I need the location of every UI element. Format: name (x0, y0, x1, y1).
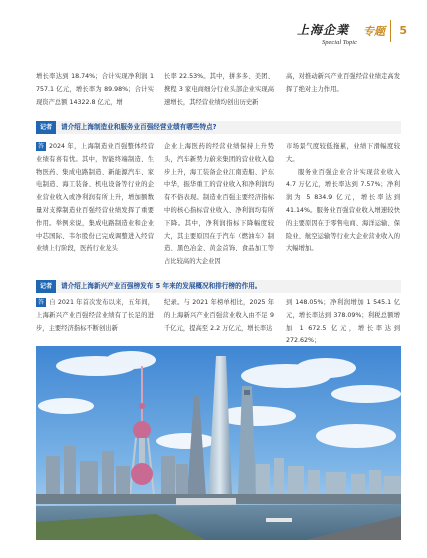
page-header (0, 0, 427, 60)
answer-text: 自 2021 年首次发布以来，五年间，上海新兴产业百强经营业绩有了长足的进步，主要经济指标不断创出新 (36, 299, 154, 332)
top-column-1 (36, 71, 154, 109)
question-bar-2 (36, 280, 401, 293)
mid-column-3 (286, 141, 400, 256)
mid-column-2 (164, 141, 274, 269)
paragraph: 增长率达到 18.74%；合计实现净利润 1 757.1 亿元，增长率为 89.98%；合计实现资产总额 14322.8 亿元，增 (36, 73, 154, 106)
paragraph: 服务业百强企业合计实现营业收入 4.7 万亿元，增长率达到 7.57%；净利润为 5 834.9 亿元，增长率达到 41.14%。服务业百强营业收入增速较快的主要原因在于零售电商、海洋运输、保险业、航空运输等行业大企业营业收入的大幅增加。 (286, 168, 400, 253)
paragraph: 长率 22.53%。其中，拼多多、美团、携程 3 家电商细分行业头部企业实现高速增长，其经营业绩均创出历史新 (164, 73, 274, 106)
shanghai-skyline-photo (36, 346, 401, 540)
bottom-column-1 (36, 297, 154, 335)
question-text: 请介绍上海新兴产业百强榜发布 5 年来的发展概况和排行榜的作用。 (61, 282, 262, 290)
top-column-2 (164, 71, 274, 109)
magazine-subtitle: Special Topic (322, 39, 357, 46)
paragraph: 企业上海医药的经营业绩保持上升势头，汽车新势力蔚来集团的营业收入稳步上升，海工装备企业江南造船、沪东中华，振华重工的营业收入和净利润均有不俗表现。制造业百强主要经济指标中的核心指标营业收入、净利润均有所下降。其中，净利润指标下降幅度较大，其主要原因在于汽车（燃油车）制造、黑色冶金、黄金首饰、食品加工等占比较高的大企业因 (164, 143, 274, 266)
paragraph: 纪录。与 2021 年榜单相比，2025 年的上海新兴产业百强营业收入由不足 9 千亿元，提高至 2.2 万亿元，增长率达 (164, 299, 274, 332)
magazine-logo: 上海企業 (296, 23, 349, 37)
answer-tag: 答 (37, 143, 44, 150)
reporter-tag: 记者 (36, 121, 56, 134)
paragraph (36, 297, 154, 335)
header-divider (390, 20, 391, 42)
question-bar-1 (36, 121, 401, 134)
top-column-3 (286, 71, 400, 97)
question-text: 请介绍上海制造业和服务业百强经营业绩有哪些特点? (61, 123, 217, 131)
reporter-tag: 记者 (36, 280, 56, 293)
section-label: 专题 (363, 25, 385, 38)
mid-column-1 (36, 141, 154, 256)
bottom-column-2 (164, 297, 274, 335)
answer-text: 2024 年，上海制造业百强整体经营业绩有喜有忧。其中，智能终端制造、生物医药、集成电路制造、新能源汽车、家电制造、海工装备、机电设备等行业的企业营业收入或净利润有所上升，增加额数量对支撑制造业百强经营业绩发挥了重要作用。举例来说，集成电路制造业和企业中芯国际、韦尔股份已完成调整进入经营业绩上行阶段，医药行业龙头 (36, 143, 154, 253)
paragraph: 市场景气度较低拖累，业绩下滑幅度较大。 (286, 143, 400, 163)
bottom-column-3 (286, 297, 400, 348)
paragraph: 高，对推动新兴产业百强经营业绩走高发挥了绝对主力作用。 (286, 73, 400, 93)
answer-tag: 答 (37, 299, 44, 306)
paragraph (36, 141, 154, 256)
page-number: 5 (399, 24, 407, 37)
paragraph: 到 148.05%；净利润增加 1 545.1 亿元，增长率达到 378.09%；利税总额增加 1 672.5 亿元，增长率达到 272.62%； (286, 299, 400, 345)
